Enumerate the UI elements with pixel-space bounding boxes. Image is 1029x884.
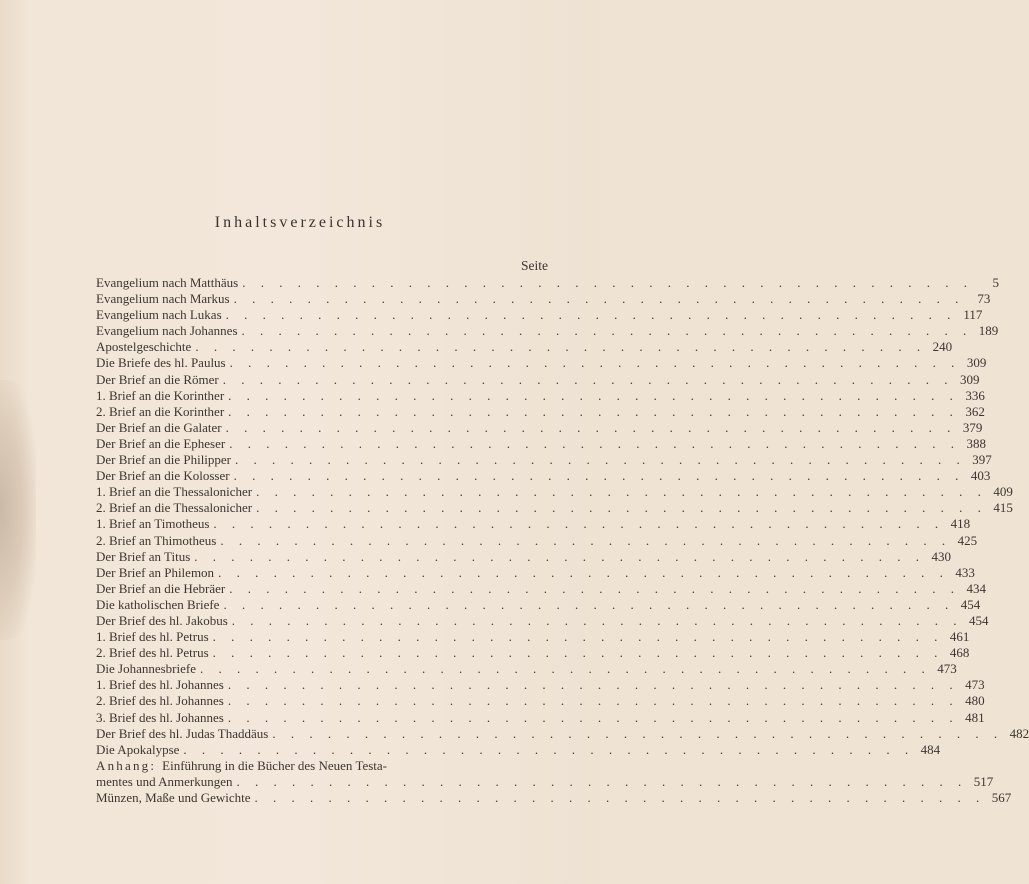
toc-entry-page: 461: [949, 629, 970, 645]
toc-entry-label: Der Brief an die Hebräer: [96, 580, 226, 596]
toc-entry-label: 2. Brief des hl. Johannes: [96, 693, 224, 709]
toc-entry-page: 240: [932, 339, 953, 355]
toc-entry: [96, 291, 991, 307]
toc-entry-label: Der Brief des hl. Jakobus: [96, 612, 228, 628]
toc-entry-page: 473: [965, 677, 985, 693]
toc-entry-page: 117: [963, 307, 983, 323]
toc-entry-page: 379: [962, 419, 983, 435]
leader-dots: . . . . . . . . . . . . . . . . . . . . . . . . . . . . . . . . . . . . . . . .: [183, 741, 915, 757]
toc-entry-page: 336: [965, 387, 985, 403]
toc-entry-page: 362: [965, 403, 985, 419]
leader-dots: . . . . . . . . . . . . . . . . . . . . . . . . . . . . . . . . . . . . . . . .: [195, 339, 927, 355]
leader-dots: . . . . . . . . . . . . . . . . . . . . . . . . . . . . . . . . . . . . . . . .: [256, 500, 987, 516]
leader-dots: . . . . . . . . . . . . . . . . . . . . . . . . . . . . . . . . . . . . . . . .: [220, 532, 952, 548]
leader-dots: . . . . . . . . . . . . . . . . . . . . . . . . . . . . . . . . . . . . . . . .: [233, 468, 965, 484]
toc-entry: [96, 403, 985, 420]
toc-entry: [96, 596, 981, 613]
toc-entry: [96, 612, 989, 629]
toc-entry-page: 5: [992, 275, 999, 290]
toc-entry: [96, 275, 999, 291]
leader-dots: . . . . . . . . . . . . . . . . . . . . . . . . . . . . . . . . . . . . . . . .: [235, 452, 966, 468]
toc-entry-label: Der Brief an Philemon: [96, 564, 215, 580]
leader-dots: . . . . . . . . . . . . . . . . . . . . . . . . . . . . . . . . . . . . . . . .: [222, 371, 954, 387]
toc-entry: [96, 629, 970, 645]
leader-dots: . . . . . . . . . . . . . . . . . . . . . . . . . . . . . . . . . . . . . . . .: [225, 307, 957, 323]
toc-appendix-line-2: [96, 773, 994, 790]
leader-dots: . . . . . . . . . . . . . . . . . . . . . . . . . . . . . . . . . . . . . . . .: [194, 548, 925, 564]
toc-entry: [96, 452, 992, 468]
leader-dots: . . . . . . . . . . . . . . . . . . . . . . . . . . . . . . . . . . . . . . . .: [229, 355, 961, 371]
toc-appendix-line-1: [96, 758, 558, 774]
toc-entry-page: 468: [949, 645, 970, 661]
toc-entry: [96, 645, 970, 661]
leader-dots: . . . . . . . . . . . . . . . . . . . . . . . . . . . . . . . . . . . . . . . .: [225, 419, 957, 435]
leader-dots: . . . . . . . . . . . . . . . . . . . . . . . . . . . . . . . . . . . . . . . .: [223, 596, 955, 612]
leader-dots: . . . . . . . . . . . . . . . . . . . . . . . . . . . . . . . . . . . . . . . .: [254, 790, 986, 805]
page-title: Inhaltsverzeichnis: [214, 214, 386, 231]
toc-entry-label: Evangelium nach Johannes: [96, 323, 238, 339]
toc-entry: [96, 339, 953, 355]
toc-entry-page: 482: [1009, 725, 1029, 741]
toc-entry-page: 415: [993, 500, 1013, 516]
leader-dots: . . . . . . . . . . . . . . . . . . . . . . . . . . . . . . . . . . . . . . . .: [228, 403, 959, 419]
toc-entry-label: Der Brief des hl. Judas Thaddäus: [96, 725, 269, 741]
toc-entry-label: Evangelium nach Markus: [96, 291, 230, 307]
leader-dots: . . . . . . . . . . . . . . . . . . . . . . . . . . . . . . . . . . . . . . . .: [272, 725, 1004, 741]
toc-entry-page: 309: [959, 371, 980, 387]
leader-dots: . . . . . . . . . . . . . . . . . . . . . . . . . . . . . . . . . . . . . . . .: [200, 661, 931, 677]
toc-entry: [96, 355, 987, 371]
leader-dots: . . . . . . . . . . . . . . . . . . . . . . . . . . . . . . . . . . . . . . . .: [227, 709, 959, 725]
toc-entry-label: 1. Brief an die Thessalonicher: [96, 484, 253, 500]
leader-dots: . . . . . . . . . . . . . . . . . . . . . . . . . . . . . . . . . . . . . . . .: [212, 645, 944, 661]
toc-entry-label: 2. Brief an die Thessalonicher: [96, 500, 253, 516]
toc-entry-label: mentes und Anmerkungen: [96, 773, 233, 789]
toc-entry: [96, 548, 951, 565]
toc-entry-label: Evangelium nach Matthäus: [96, 275, 239, 290]
leader-dots: . . . . . . . . . . . . . . . . . . . . . . . . . . . . . . . . . . . . . . . .: [256, 484, 987, 500]
toc-entry-label: Münzen, Maße und Gewichte: [96, 790, 251, 805]
appendix-heading: Anhang:: [96, 757, 157, 773]
toc-entry-page: 433: [955, 564, 975, 580]
toc-entry-page: 481: [965, 709, 985, 725]
toc-entry-label: Evangelium nach Lukas: [96, 307, 222, 323]
toc-entry-label: Der Brief an Titus: [96, 548, 191, 564]
toc-entry-page: 484: [920, 741, 941, 757]
table-of-contents: [96, 275, 1029, 806]
binding-shadow: [0, 380, 36, 640]
toc-entry-label: 2. Brief an die Korinther: [96, 403, 225, 419]
toc-entry: [96, 532, 978, 549]
toc-entry-page: 409: [993, 484, 1013, 500]
toc-entry: [96, 435, 986, 452]
toc-entry-page: 189: [978, 323, 999, 339]
toc-entry: [96, 693, 985, 709]
toc-entry: [96, 468, 991, 484]
toc-entry: [96, 725, 1029, 742]
toc-entry-label: 1. Brief des hl. Petrus: [96, 629, 209, 645]
leader-dots: . . . . . . . . . . . . . . . . . . . . . . . . . . . . . . . . . . . . . . . .: [241, 323, 973, 339]
leader-dots: . . . . . . . . . . . . . . . . . . . . . . . . . . . . . . . . . . . . . . . .: [233, 291, 965, 307]
toc-entry: [96, 661, 957, 677]
toc-entry-label: Apostelgeschichte: [96, 339, 192, 355]
toc-entry-label: Die Briefe des hl. Paulus: [96, 355, 226, 371]
leader-dots: . . . . . . . . . . . . . . . . . . . . . . . . . . . . . . . . . . . . . . . .: [212, 629, 944, 645]
leader-dots: . . . . . . . . . . . . . . . . . . . . . . . . . . . . . . . . . . . . . . . .: [229, 435, 960, 451]
toc-entry-page: 388: [966, 435, 986, 451]
toc-entry-label: Der Brief an die Römer: [96, 371, 219, 387]
toc-entry-label: Die Apokalypse: [96, 741, 180, 757]
toc-entry: [96, 564, 975, 581]
toc-entry-page: 434: [966, 580, 986, 596]
toc-entry-page: 418: [950, 516, 971, 532]
toc-entry-label: Die katholischen Briefe: [96, 596, 220, 612]
toc-entry: [96, 387, 985, 404]
toc-entry: [96, 790, 1012, 806]
leader-dots: . . . . . . . . . . . . . . . . . . . . . . . . . . . . . . . . . . . . . . . .: [236, 773, 968, 789]
toc-entry-label: Der Brief an die Epheser: [96, 435, 226, 451]
leader-dots: . . . . . . . . . . . . . . . . . . . . . . . . . . . . . . . . . . . . . . . .: [228, 387, 959, 403]
toc-entry: [96, 307, 983, 323]
toc-entry: [96, 371, 980, 388]
leader-dots: . . . . . . . . . . . . . . . . . . . . . . . . . . . . . . . . . . . . . . . .: [231, 612, 963, 628]
toc-entry-page: 480: [965, 693, 985, 709]
leader-dots: . . . . . . . . . . . . . . . . . . . . . . . . . . . . . . . . . . . . . . . .: [242, 275, 973, 290]
toc-entry: [96, 323, 999, 339]
toc-entry-page: 473: [937, 661, 957, 677]
leader-dots: . . . . . . . . . . . . . . . . . . . . . . . . . . . . . . . . . . . . . . . .: [227, 677, 959, 693]
toc-entry: [96, 419, 983, 436]
toc-entry-label: Der Brief an die Galater: [96, 419, 222, 435]
toc-entry-page: 567: [991, 790, 1012, 805]
toc-entry-page: 517: [973, 773, 994, 789]
toc-entry-label: 1. Brief an die Korinther: [96, 387, 225, 403]
toc-entry: [96, 484, 1013, 500]
leader-dots: . . . . . . . . . . . . . . . . . . . . . . . . . . . . . . . . . . . . . . . .: [213, 516, 945, 532]
toc-entry-page: 403: [970, 468, 991, 484]
toc-entry: [96, 500, 1013, 516]
toc-entry-page: 309: [966, 355, 987, 371]
leader-dots: . . . . . . . . . . . . . . . . . . . . . . . . . . . . . . . . . . . . . . . .: [218, 564, 949, 580]
toc-entry: [96, 709, 985, 726]
toc-entry-page: 430: [931, 548, 951, 564]
column-header-seite: Seite: [521, 258, 548, 273]
toc-entry-page: 397: [972, 452, 992, 468]
toc-entry-page: 425: [957, 532, 978, 548]
toc-entry: [96, 516, 971, 532]
toc-entry-label: 1. Brief an Timotheus: [96, 516, 210, 532]
toc-entry-page: 454: [969, 612, 989, 628]
leader-dots: . . . . . . . . . . . . . . . . . . . . . . . . . . . . . . . . . . . . . . . .: [229, 580, 960, 596]
toc-entry-label: 2. Brief des hl. Petrus: [96, 645, 209, 661]
toc-entry-label: Der Brief an die Kolosser: [96, 468, 230, 484]
toc-entry: [96, 741, 941, 758]
toc-entry-page: 73: [977, 291, 991, 307]
toc-entry-label: Der Brief an die Philipper: [96, 452, 232, 468]
toc-entry-page: 454: [960, 596, 981, 612]
appendix-text-line-1: Einführung in die Bücher des Neuen Testa-: [162, 757, 388, 773]
toc-entry-label: 3. Brief des hl. Johannes: [96, 709, 224, 725]
toc-entry-label: 1. Brief des hl. Johannes: [96, 677, 224, 693]
leader-dots: . . . . . . . . . . . . . . . . . . . . . . . . . . . . . . . . . . . . . . . .: [227, 693, 959, 709]
toc-entry-label: 2. Brief an Thimotheus: [96, 532, 217, 548]
toc-entry-label: Die Johannesbriefe: [96, 661, 196, 677]
toc-entry: [96, 677, 985, 693]
toc-entry: [96, 580, 986, 597]
